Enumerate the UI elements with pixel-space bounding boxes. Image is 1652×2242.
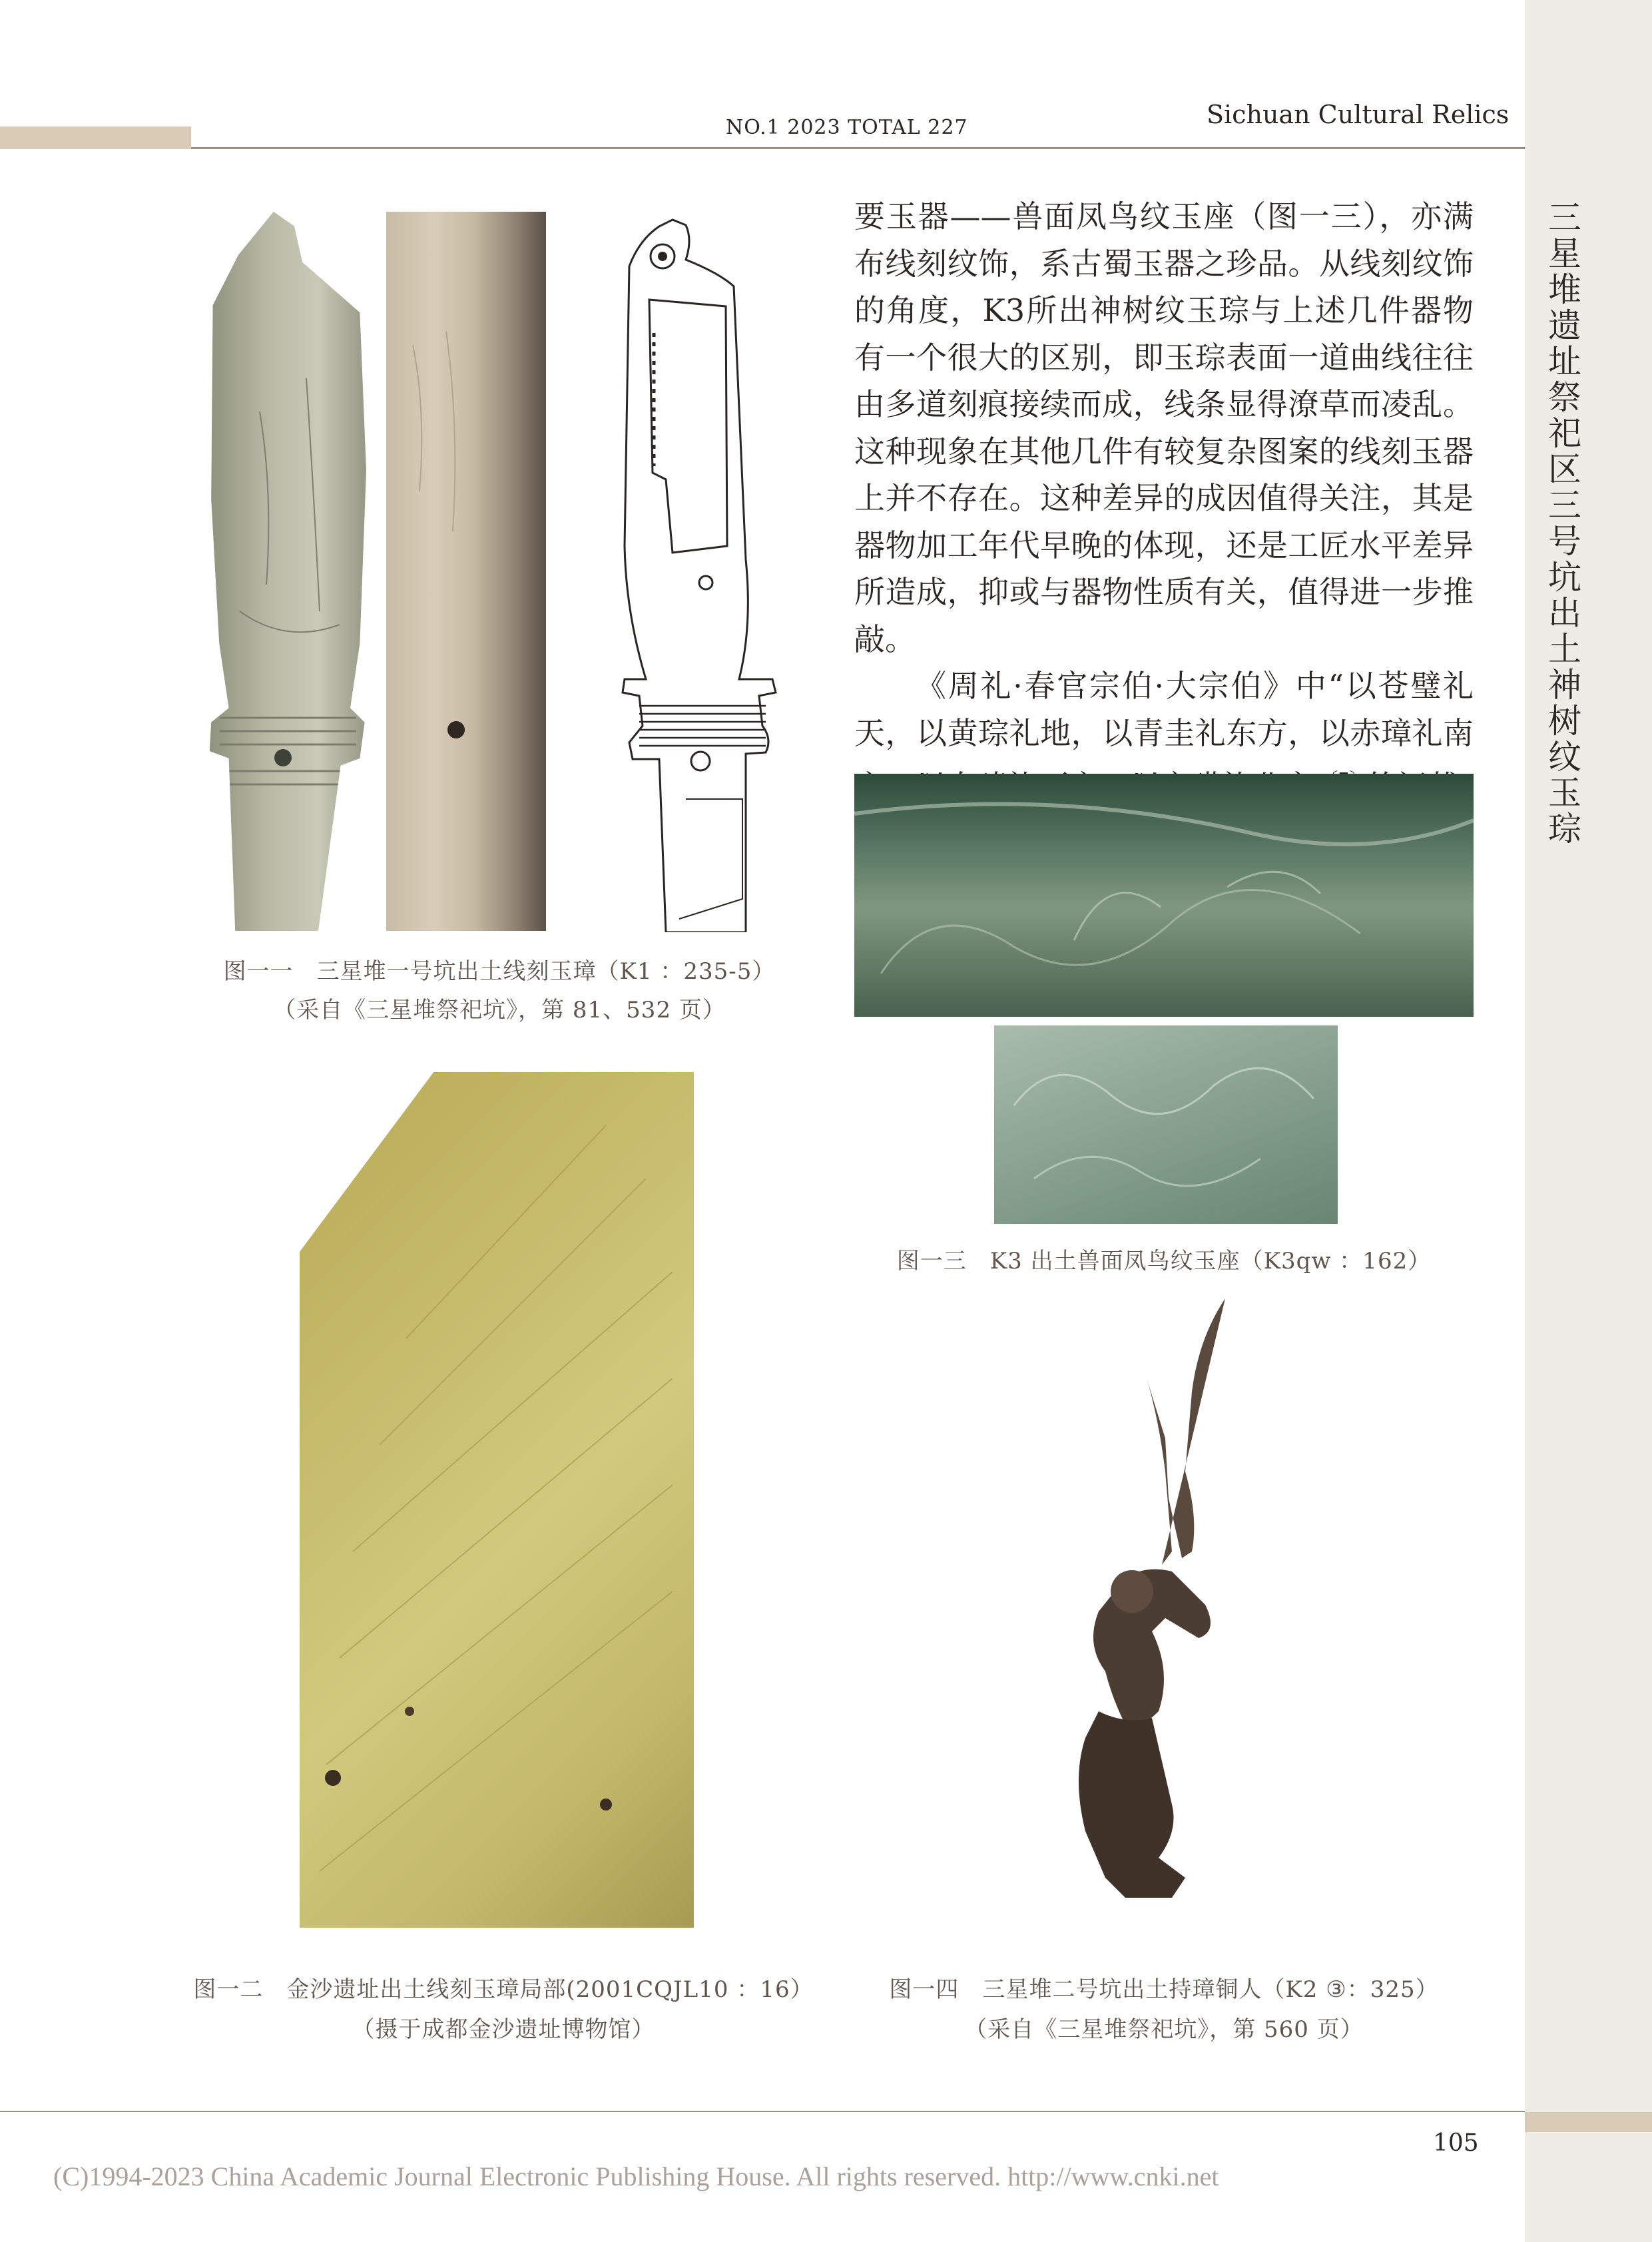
issue-label: NO.1 2023 TOTAL 227 xyxy=(726,116,968,139)
paragraph-1: 要玉器——兽面凤鸟纹玉座（图一三），亦满布线刻纹饰，系古蜀玉器之珍品。从线刻纹饰的角度，K3所出神树纹玉琮与上述几件器物有一个很大的区别，即玉琮表面一道曲线往往由多道刻痕接续而成，线条显得潦草而凌乱。这种现象在其他几件有较复杂图案的线刻玉器上并不存在。这种差异的成因值得关注，其是器物加工年代早晚的体现，还是工匠水平差异所造成，抑或与器物性质有关，值得进一步推敲。 xyxy=(854,198,1474,657)
fig4-caption-line2: （采自《三星堆祭祀坑》，第 560 页） xyxy=(964,2016,1364,2043)
header-rule xyxy=(191,147,1525,149)
running-side-title: 三星堆遗址祭祀区三号坑出土神树纹玉琮 xyxy=(1543,200,1581,847)
fig1-caption-line1: 图一一 三星堆一号坑出土线刻玉璋（K1 ：235-5） xyxy=(223,958,776,985)
footer-rule xyxy=(0,2111,1525,2112)
journal-name: Sichuan Cultural Relics xyxy=(1207,100,1510,129)
fig4-photo-bronze-figure xyxy=(999,1298,1278,1924)
article-body xyxy=(854,193,1474,810)
copyright-line: (C)1994-2023 China Academic Journal Electronic Publishing House. All rights reserved. http://www.cnki.net xyxy=(53,2161,1219,2191)
fig3-photo-top xyxy=(854,774,1474,1017)
fig2-photo xyxy=(300,1072,694,1928)
header-tab xyxy=(0,127,191,149)
fig1-photo-zhang xyxy=(206,212,366,931)
fig2-caption-line1: 图一二 金沙遗址出土线刻玉璋局部(2001CQJL10 ：16） xyxy=(193,1976,814,2003)
fig1-photo-detail xyxy=(386,212,546,931)
paragraph-2-text: 《周礼·春官宗伯·大宗伯》中“以苍璧礼天，以黄琮礼地，以青圭礼东方，以赤璋礼南 xyxy=(854,668,1474,751)
fig3-photo-bottom xyxy=(994,1025,1338,1224)
footer-tab xyxy=(1525,2112,1652,2132)
fig2-caption xyxy=(184,1970,823,2050)
fig1-caption xyxy=(200,952,799,1029)
fig3-caption xyxy=(854,1242,1474,1280)
fig3-caption-line1: 图一三 K3 出土兽面凤鸟纹玉座（K3qw ：162） xyxy=(896,1248,1432,1274)
fig1-caption-line2: （采自《三星堆祭祀坑》，第 81、532 页） xyxy=(273,997,726,1023)
fig4-caption xyxy=(854,1970,1474,2050)
fig1-line-drawing xyxy=(613,213,792,932)
fig4-caption-line1: 图一四 三星堆二号坑出土持璋铜人（K2 ③：325） xyxy=(889,1976,1439,2003)
fig2-caption-line2: （摄于成都金沙遗址博物馆） xyxy=(352,2016,655,2043)
page-number: 105 xyxy=(1433,2129,1479,2157)
